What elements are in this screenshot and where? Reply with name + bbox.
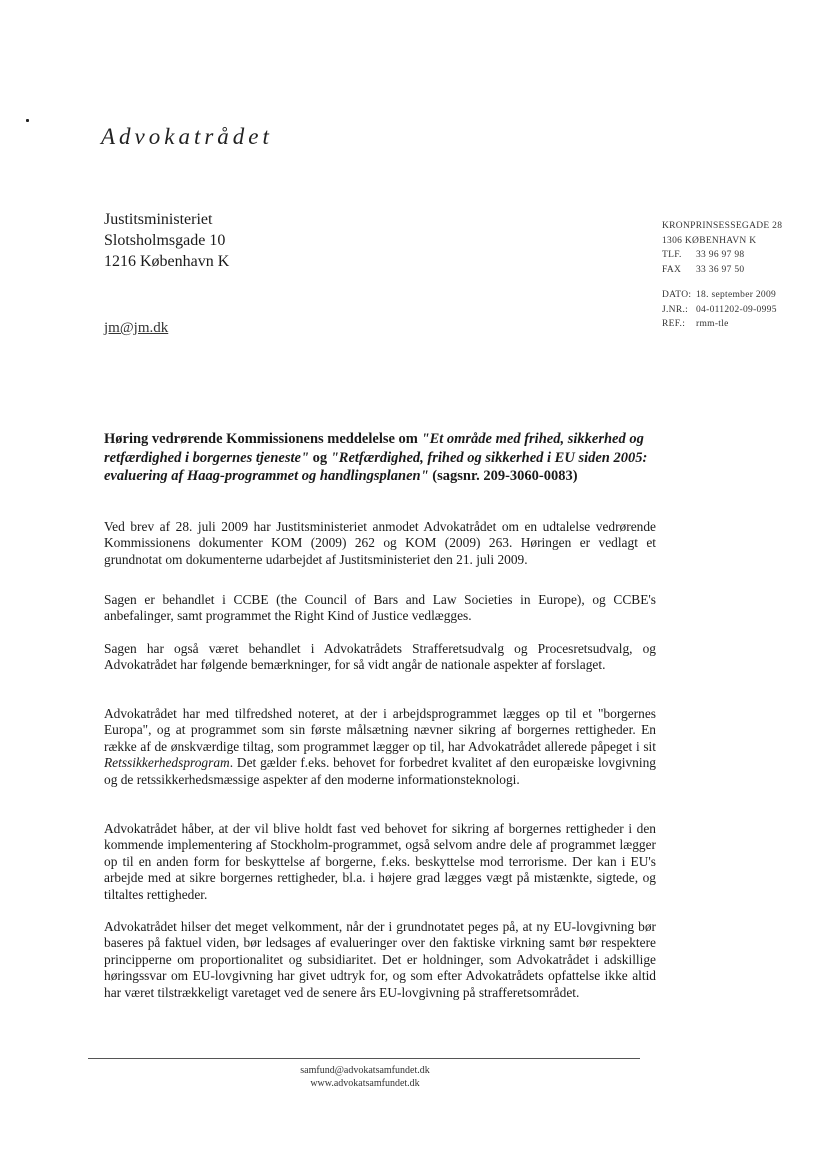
footer-divider	[88, 1058, 640, 1059]
footer	[260, 1064, 470, 1090]
paragraph-5: Advokatrådet håber, at der vil blive holdt fast ved behovet for sikring af borgernes rettigheder i den kommende implementering af Stockholm-programmet, også selvom andre dele af programmet lægger op til en anden form for beskyttelse af borgerne, f.eks. beskyttelse mod terrorisme. Der kan i EU's arbejde med at sikre borgernes rettigheder, bl.a. i højere grad lægges vægt på mistænkte, sigtede, og tiltaltes rettigheder.	[104, 821, 656, 902]
sender-address-1: KRONPRINSESSEGADE 28	[662, 221, 783, 231]
letterhead-logo: Advokatrådet	[101, 124, 273, 149]
footer-email[interactable]: samfund@advokatsamfundet.dk	[300, 1065, 430, 1076]
journal-number: J.NR.: 04-011202-09-0995	[662, 304, 777, 315]
paragraph-3: Sagen har også været behandlet i Advokatrådets Strafferetsudvalg og Procesretsudvalg, og Advokatrådet har følgende bemærkninger, for så vidt angår de nationale aspekter af forslaget.	[104, 641, 656, 673]
paragraph-1: Ved brev af 28. juli 2009 har Justitsministeriet anmodet Advokatrådet om en udtalelse vedrørende Kommissionens dokumenter KOM (2009) 262 og KOM (2009) 263. Høringen er vedlagt et grundnotat om dokumenterne udarbejdet af Justitsministeriet den 21. juli 2009.	[104, 519, 656, 567]
recipient-email-link[interactable]: jm@jm.dk	[104, 320, 169, 336]
letter-subject: Høring vedrørende Kommissionens meddelelse om "Et område med frihed, sikkerhed og retfærdighed i borgernes tjeneste" og "Retfærdighed, frihed og sikkerhed i EU siden 2005: evaluering af Haag-programmet og handlingsplanen" (sagsnr. 209-3060-0083)	[104, 431, 648, 484]
scan-speck	[26, 119, 29, 122]
recipient-address	[104, 209, 229, 272]
paragraph-4: Advokatrådet har med tilfredshed noteret, at der i arbejdsprogrammet lægges op til et "borgernes Europa", og at programmet som sin første målsætning nævner sikring af borgernes rettigheder. En række af de ønskværdige tiltag, som programmet lægger op til, har Advokatrådet allerede påpeget i sit Retssikkerhedsprogram. Det gælder f.eks. behovet for forbedret kvalitet af den europæiske lovgivning og de retssikkerhedsmæssige aspekter af den moderne informationsteknologi.	[104, 706, 656, 787]
recipient-line-3: 1216 København K	[104, 253, 230, 270]
sender-fax: FAX 33 36 97 50	[662, 264, 745, 275]
footer-website[interactable]: www.advokatsamfundet.dk	[310, 1078, 420, 1089]
reference: REF.: rmm-tle	[662, 319, 729, 329]
sender-address-2: 1306 KØBENHAVN K	[662, 235, 757, 246]
letter-date: DATO: 18. september 2009	[662, 290, 777, 300]
recipient-line-1: Justitsministeriet	[104, 211, 213, 228]
sender-info-block	[662, 219, 822, 332]
paragraph-2: Sagen er behandlet i CCBE (the Council of Bars and Law Societies in Europe), og CCBE's anbefalinger, samt programmet the Right Kind of Justice vedlægges.	[104, 592, 656, 624]
recipient-line-2: Slotsholmsgade 10	[104, 232, 226, 249]
sender-phone: TLF. 33 96 97 98	[662, 250, 745, 260]
paragraph-6: Advokatrådet hilser det meget velkomment, når der i grundnotatet peges på, at ny EU-lovgivning bør baseres på faktuel viden, bør ledsages af evalueringer over den faktiske virkning samt bør respektere principperne om proportionalitet og subsidiaritet. Det er holdninger, som Advokatrådet i adskillige høringssvar om EU-lovgivning har givet udtryk for, og som efter Advokatrådets opfattelse ikke altid har været tilstrækkeligt varetaget ved de senere års EU-lovgivning på strafferetsområdet.	[104, 919, 656, 1000]
